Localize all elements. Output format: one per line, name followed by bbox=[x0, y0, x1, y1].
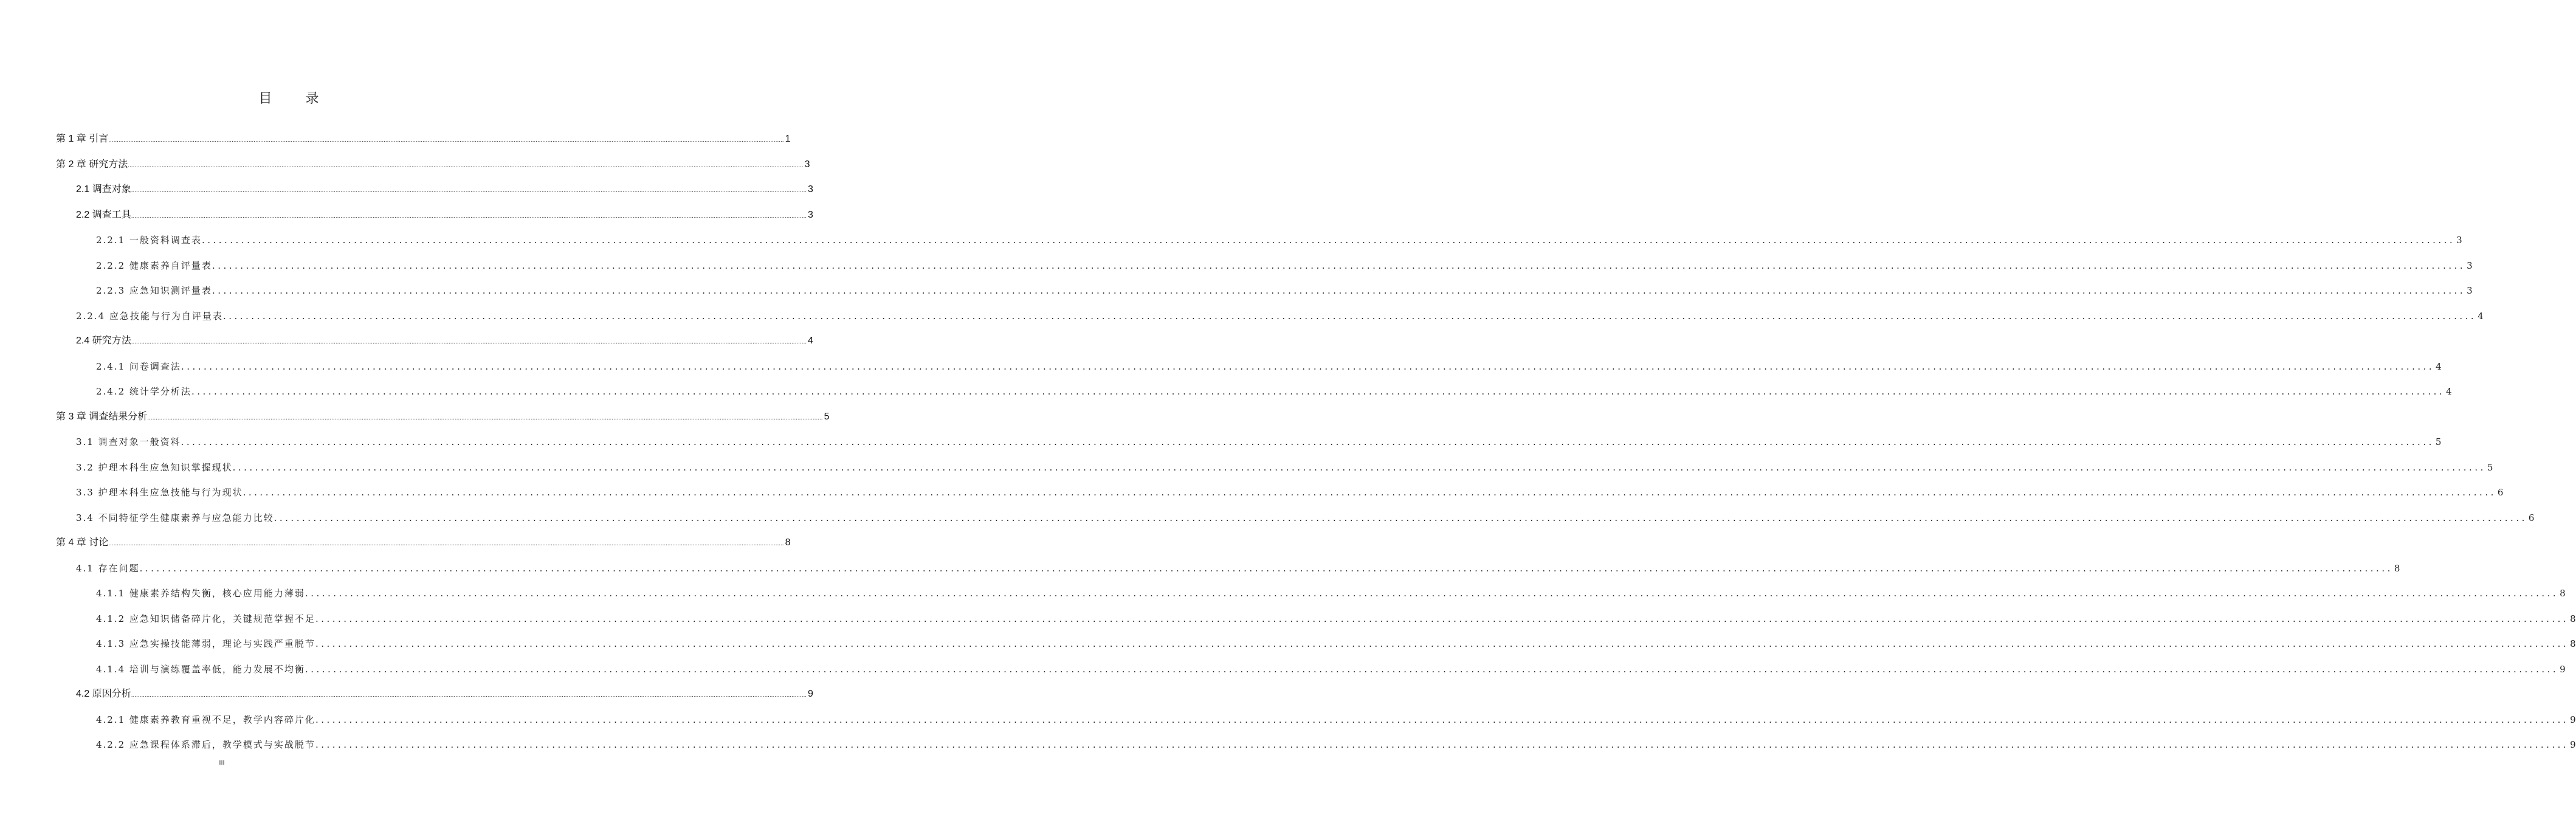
toc-entry-2-2-1[interactable] bbox=[96, 233, 2462, 247]
dot-leader: ................................................................................................................................................................................................................................................................................................................................................................................................................ bbox=[222, 311, 2477, 322]
dot-leader: ................................................................................................................................................................................................................................................................................................................................................................................................................ bbox=[131, 692, 807, 698]
toc-entry-label: 3.1 调查对象一般资料 bbox=[76, 436, 181, 447]
toc-entry-4-1[interactable] bbox=[76, 561, 2400, 576]
toc-entry-4-2-1[interactable] bbox=[96, 712, 2576, 727]
toc-entry-chapter-1[interactable] bbox=[56, 132, 791, 147]
toc-entry-page: 4 bbox=[808, 336, 813, 346]
toc-entry-label: 第 4 章 讨论 bbox=[56, 537, 109, 548]
toc-entry-page: 8 bbox=[785, 537, 791, 548]
toc-entry-label: 3.2 护理本科生应急知识掌握现状 bbox=[76, 462, 233, 473]
toc-entry-chapter-2[interactable] bbox=[56, 157, 810, 172]
toc-entry-page: 5 bbox=[2487, 462, 2493, 473]
toc-entry-label: 2.2.1 一般资料调查表 bbox=[96, 235, 202, 246]
toc-entry-label: 4.2 原因分析 bbox=[76, 689, 131, 699]
toc-entry-label: 2.2.2 健康素养自评量表 bbox=[96, 260, 212, 271]
dot-leader: ................................................................................................................................................................................................................................................................................................................................................................................................................ bbox=[108, 137, 784, 143]
toc-entry-label: 4.1.1 健康素养结构失衡，核心应用能力薄弱 bbox=[96, 588, 305, 599]
dot-leader: ................................................................................................................................................................................................................................................................................................................................................................................................................ bbox=[201, 235, 2456, 246]
toc-entry-2-4[interactable] bbox=[76, 334, 813, 348]
toc-entry-label: 4.1.2 应急知识储备碎片化，关键规范掌握不足 bbox=[96, 613, 315, 624]
dot-leader: ................................................................................................................................................................................................................................................................................................................................................................................................................ bbox=[315, 613, 2569, 624]
dot-leader: ................................................................................................................................................................................................................................................................................................................................................................................................................ bbox=[243, 487, 2496, 498]
toc-entry-page: 5 bbox=[2435, 436, 2442, 447]
toc-entry-2-2-2[interactable] bbox=[96, 258, 2473, 273]
toc-entry-chapter-4[interactable] bbox=[56, 536, 791, 550]
toc-entry-page: 3 bbox=[808, 210, 813, 220]
toc-entry-page: 8 bbox=[2560, 588, 2566, 599]
toc-entry-page: 9 bbox=[2570, 714, 2576, 725]
dot-leader: ................................................................................................................................................................................................................................................................................................................................................................................................................ bbox=[147, 415, 823, 421]
toc-entry-label: 4.2.1 健康素养教育重视不足，教学内容碎片化 bbox=[96, 714, 315, 725]
toc-entry-page: 6 bbox=[2528, 512, 2535, 523]
toc-entry-page: 3 bbox=[2456, 235, 2462, 246]
toc-entry-3-4[interactable] bbox=[76, 511, 2535, 525]
toc-entry-page: 8 bbox=[2394, 563, 2400, 574]
dot-leader: ................................................................................................................................................................................................................................................................................................................................................................................................................ bbox=[305, 588, 2559, 599]
toc-entry-page: 4 bbox=[2446, 386, 2452, 397]
toc-entry-3-1[interactable] bbox=[76, 435, 2442, 449]
toc-entry-3-3[interactable] bbox=[76, 485, 2504, 500]
toc-entry-4-1-1[interactable] bbox=[96, 586, 2566, 601]
toc-entry-4-1-2[interactable] bbox=[96, 612, 2576, 626]
toc-entry-page: 9 bbox=[2570, 739, 2576, 750]
toc-entry-label: 2.4.2 统计学分析法 bbox=[96, 386, 191, 397]
dot-leader: ................................................................................................................................................................................................................................................................................................................................................................................................................ bbox=[191, 386, 2445, 397]
dot-leader: ................................................................................................................................................................................................................................................................................................................................................................................................................ bbox=[212, 260, 2466, 271]
toc-entry-page: 9 bbox=[2560, 664, 2566, 675]
toc-entry-2-1[interactable] bbox=[76, 182, 813, 197]
toc-entry-page: 3 bbox=[2467, 285, 2473, 296]
toc-entry-2-2-4[interactable] bbox=[76, 309, 2484, 323]
toc-entry-chapter-3[interactable] bbox=[56, 410, 830, 424]
toc-entry-label: 4.2.2 应急课程体系滞后，教学模式与实战脱节 bbox=[96, 739, 315, 750]
dot-leader: ................................................................................................................................................................................................................................................................................................................................................................................................................ bbox=[181, 361, 2435, 372]
toc-entry-page: 4 bbox=[2478, 311, 2484, 322]
toc-entry-2-4-2[interactable] bbox=[96, 384, 2452, 399]
toc-entry-4-1-3[interactable] bbox=[96, 636, 2576, 651]
dot-leader: ................................................................................................................................................................................................................................................................................................................................................................................................................ bbox=[315, 714, 2569, 725]
toc-entry-2-4-1[interactable] bbox=[96, 359, 2442, 374]
dot-leader: ................................................................................................................................................................................................................................................................................................................................................................................................................ bbox=[212, 285, 2466, 296]
page-number: III bbox=[219, 759, 225, 767]
toc-entry-label: 第 3 章 调查结果分析 bbox=[56, 412, 148, 422]
toc-entry-4-2[interactable] bbox=[76, 687, 813, 702]
toc-entry-label: 第 2 章 研究方法 bbox=[56, 159, 128, 170]
toc-entry-2-2[interactable] bbox=[76, 208, 813, 222]
dot-leader: ................................................................................................................................................................................................................................................................................................................................................................................................................ bbox=[139, 563, 2393, 574]
toc-entry-label: 2.2 调查工具 bbox=[76, 210, 131, 220]
toc-entry-page: 8 bbox=[2570, 613, 2576, 624]
toc-entry-page: 9 bbox=[808, 689, 813, 699]
toc-entry-page: 5 bbox=[824, 412, 830, 422]
toc-entry-4-1-4[interactable] bbox=[96, 662, 2566, 677]
toc-entry-page: 6 bbox=[2497, 487, 2504, 498]
toc-entry-label: 第 1 章 引言 bbox=[56, 134, 109, 144]
toc-entry-page: 8 bbox=[2570, 638, 2576, 649]
toc-entry-3-2[interactable] bbox=[76, 460, 2493, 475]
page-title: 目 录 bbox=[258, 91, 334, 106]
dot-leader: ................................................................................................................................................................................................................................................................................................................................................................................................................ bbox=[181, 436, 2434, 447]
dot-leader: ................................................................................................................................................................................................................................................................................................................................................................................................................ bbox=[232, 462, 2486, 473]
dot-leader: ................................................................................................................................................................................................................................................................................................................................................................................................................ bbox=[131, 339, 807, 345]
toc-entry-label: 4.1.4 培训与演练覆盖率低，能力发展不均衡 bbox=[96, 664, 305, 675]
toc-entry-label: 4.1.3 应急实操技能薄弱，理论与实践严重脱节 bbox=[96, 638, 315, 649]
toc-entry-label: 2.2.4 应急技能与行为自评量表 bbox=[76, 311, 223, 322]
dot-leader: ................................................................................................................................................................................................................................................................................................................................................................................................................ bbox=[128, 162, 804, 169]
toc-entry-label: 2.4.1 问卷调查法 bbox=[96, 361, 181, 372]
toc-entry-label: 3.3 护理本科生应急技能与行为现状 bbox=[76, 487, 243, 498]
dot-leader: ................................................................................................................................................................................................................................................................................................................................................................................................................ bbox=[305, 664, 2559, 675]
toc-entry-label: 2.2.3 应急知识测评量表 bbox=[96, 285, 212, 296]
toc-entry-label: 2.1 调查对象 bbox=[76, 184, 131, 195]
dot-leader: ................................................................................................................................................................................................................................................................................................................................................................................................................ bbox=[131, 187, 807, 194]
dot-leader: ................................................................................................................................................................................................................................................................................................................................................................................................................ bbox=[131, 213, 807, 219]
toc-entry-label: 4.1 存在问题 bbox=[76, 563, 140, 574]
dot-leader: ................................................................................................................................................................................................................................................................................................................................................................................................................ bbox=[315, 739, 2569, 750]
toc-entry-2-2-3[interactable] bbox=[96, 283, 2473, 298]
toc-entry-page: 1 bbox=[785, 134, 791, 144]
toc-entry-page: 3 bbox=[2467, 260, 2473, 271]
toc-entry-label: 2.4 研究方法 bbox=[76, 336, 131, 346]
toc-entry-page: 3 bbox=[808, 184, 813, 195]
toc-entry-4-2-2[interactable] bbox=[96, 737, 2576, 752]
toc-entry-page: 4 bbox=[2436, 361, 2442, 372]
toc-entry-page: 3 bbox=[804, 159, 810, 170]
dot-leader: ................................................................................................................................................................................................................................................................................................................................................................................................................ bbox=[274, 512, 2527, 523]
dot-leader: ................................................................................................................................................................................................................................................................................................................................................................................................................ bbox=[315, 638, 2569, 649]
dot-leader: ................................................................................................................................................................................................................................................................................................................................................................................................................ bbox=[108, 540, 784, 547]
toc-entry-label: 3.4 不同特征学生健康素养与应急能力比较 bbox=[76, 512, 274, 523]
